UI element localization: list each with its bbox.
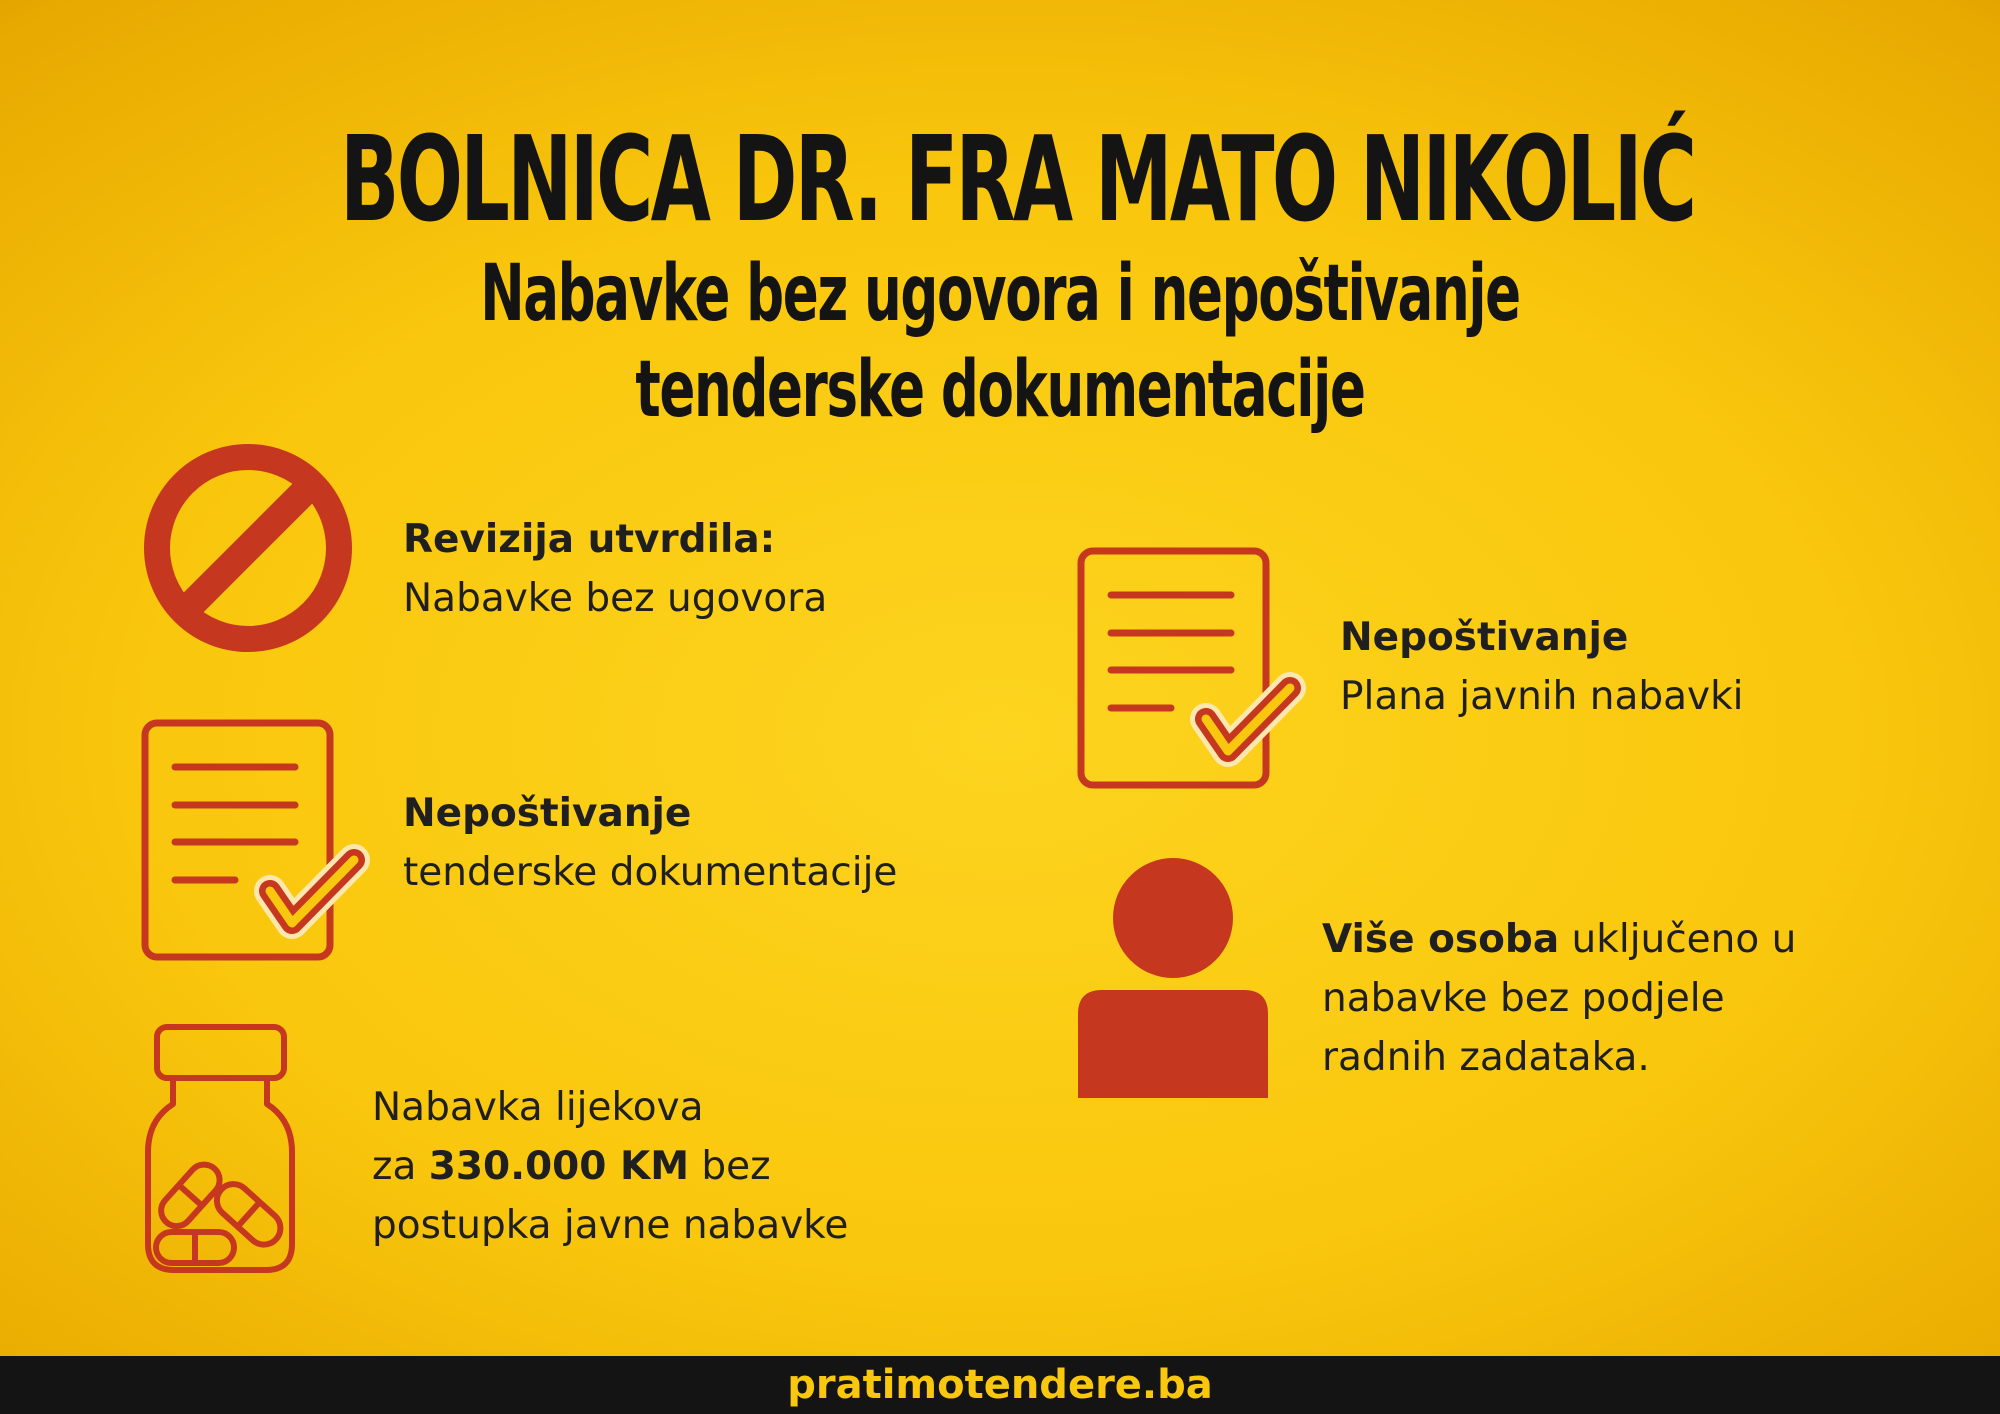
finding-text: tenderske dokumentacije <box>403 850 898 895</box>
finding-line-1 <box>1322 910 1796 969</box>
finding-tender-docs <box>403 784 897 902</box>
pill-bottle-icon <box>140 1022 300 1274</box>
footer-bar <box>0 1356 2000 1414</box>
finding-line-1: Nabavka lijekova <box>372 1085 704 1130</box>
page-subtitle <box>320 246 1680 438</box>
finding-highlight: Više osoba <box>1322 917 1560 962</box>
finding-line-3: postupka javne nabavke <box>372 1203 849 1248</box>
finding-line-2: nabavke bez podjele <box>1322 976 1725 1021</box>
person-icon <box>1078 858 1270 1098</box>
finding-label: Nepoštivanje <box>1340 615 1629 660</box>
prohibited-icon <box>140 440 356 656</box>
finding-amount: 330.000 KM <box>428 1144 690 1189</box>
subtitle-line-1: Nabavke bez ugovora i nepoštivanje <box>480 249 1520 339</box>
finding-prefix: za <box>372 1144 429 1189</box>
finding-text: Nabavke bez ugovora <box>403 576 828 621</box>
page-title: BOLNICA DR. FRA MATO NIKOLIĆ <box>340 110 1695 248</box>
finding-multiple-persons <box>1322 910 1796 1087</box>
finding-line-3: radnih zadataka. <box>1322 1035 1650 1080</box>
finding-label: Revizija utvrdila: <box>403 517 776 562</box>
finding-label: Nepoštivanje <box>403 791 692 836</box>
finding-text: Plana javnih nabavki <box>1340 674 1744 719</box>
subtitle-line-2: tenderske dokumentacije <box>635 345 1365 435</box>
finding-suffix: bez <box>689 1144 771 1189</box>
finding-line-2 <box>372 1137 848 1196</box>
website-link[interactable]: pratimotendere.ba <box>787 1362 1213 1408</box>
finding-procurement-plan <box>1340 608 1744 726</box>
finding-rest: uključeno u <box>1559 917 1797 962</box>
finding-medicine-purchase <box>372 1078 848 1255</box>
finding-no-contracts <box>403 510 827 628</box>
document-check-icon <box>140 718 370 963</box>
document-check-icon <box>1076 546 1306 791</box>
